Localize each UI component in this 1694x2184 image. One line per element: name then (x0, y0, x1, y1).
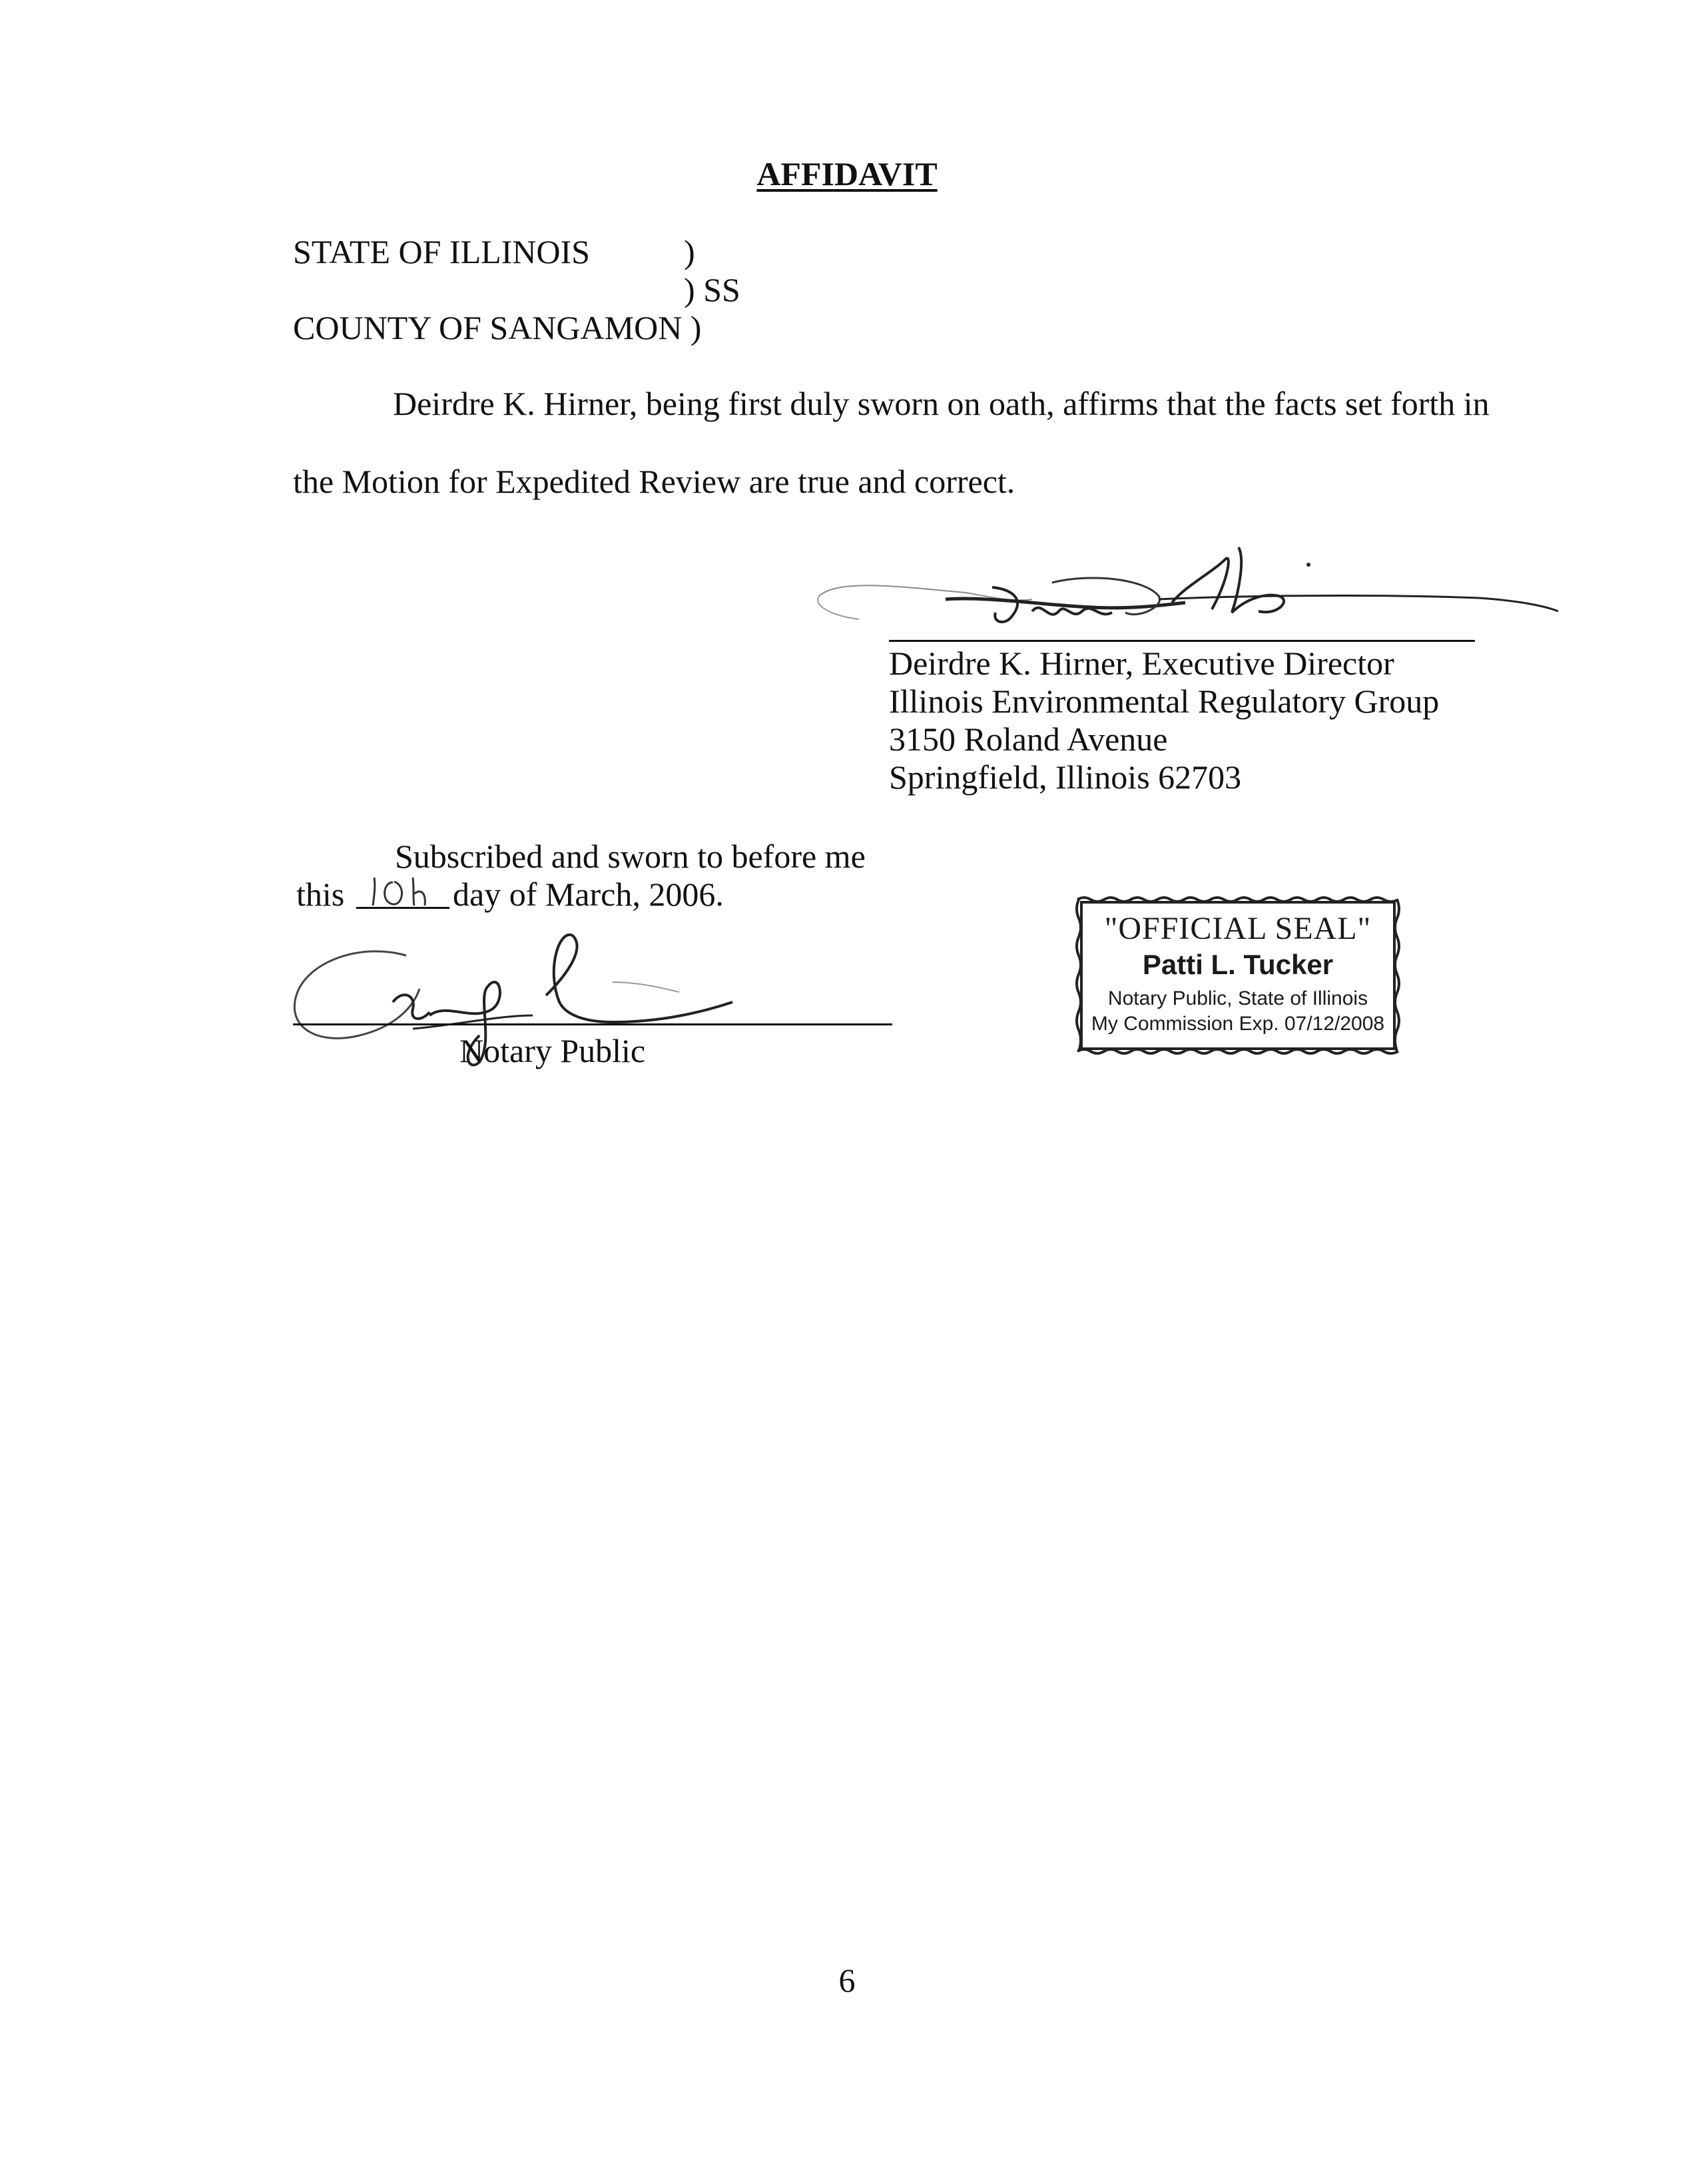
affirmation-line-2: the Motion for Expedited Review are true and correct. (293, 463, 1015, 500)
handwritten-day (366, 872, 453, 912)
page-number: 6 (838, 1962, 856, 1999)
affiant-name-title: Deirdre K. Hirner, Executive Director (889, 645, 1394, 682)
seal-notary-state: Notary Public, State of Illinois (1107, 987, 1368, 1009)
affiant-city: Springfield, Illinois 62703 (889, 758, 1242, 796)
venue-state: STATE OF ILLINOIS (293, 233, 590, 270)
notary-signature-line (293, 1023, 892, 1025)
venue-county: COUNTY OF SANGAMON ) (293, 309, 702, 346)
seal-notary-name: Patti L. Tucker (1142, 949, 1334, 980)
venue-ss: ) SS (684, 271, 740, 308)
notary-public-label: Notary Public (459, 1032, 646, 1069)
venue-paren: ) (684, 233, 695, 270)
document-title: AFFIDAVIT (756, 155, 938, 192)
seal-commission-expiry: My Commission Exp. 07/12/2008 (1091, 1013, 1385, 1035)
affirmation-line-1: Deirdre K. Hirner, being first duly sworn on oath, affirms that the facts set forth in (393, 385, 1490, 422)
affiant-address: 3150 Roland Avenue (889, 720, 1168, 758)
jurat-line-1: Subscribed and sworn to before me (395, 838, 866, 875)
affiant-signature-line (889, 640, 1475, 642)
official-seal-stamp (1075, 896, 1401, 1055)
jurat-date-rest: day of March, 2006. (453, 876, 724, 913)
seal-title: "OFFICIAL SEAL" (1104, 911, 1372, 946)
affiant-signature (812, 533, 1565, 646)
jurat-this: this (296, 876, 345, 913)
affiant-organization: Illinois Environmental Regulatory Group (889, 682, 1440, 720)
